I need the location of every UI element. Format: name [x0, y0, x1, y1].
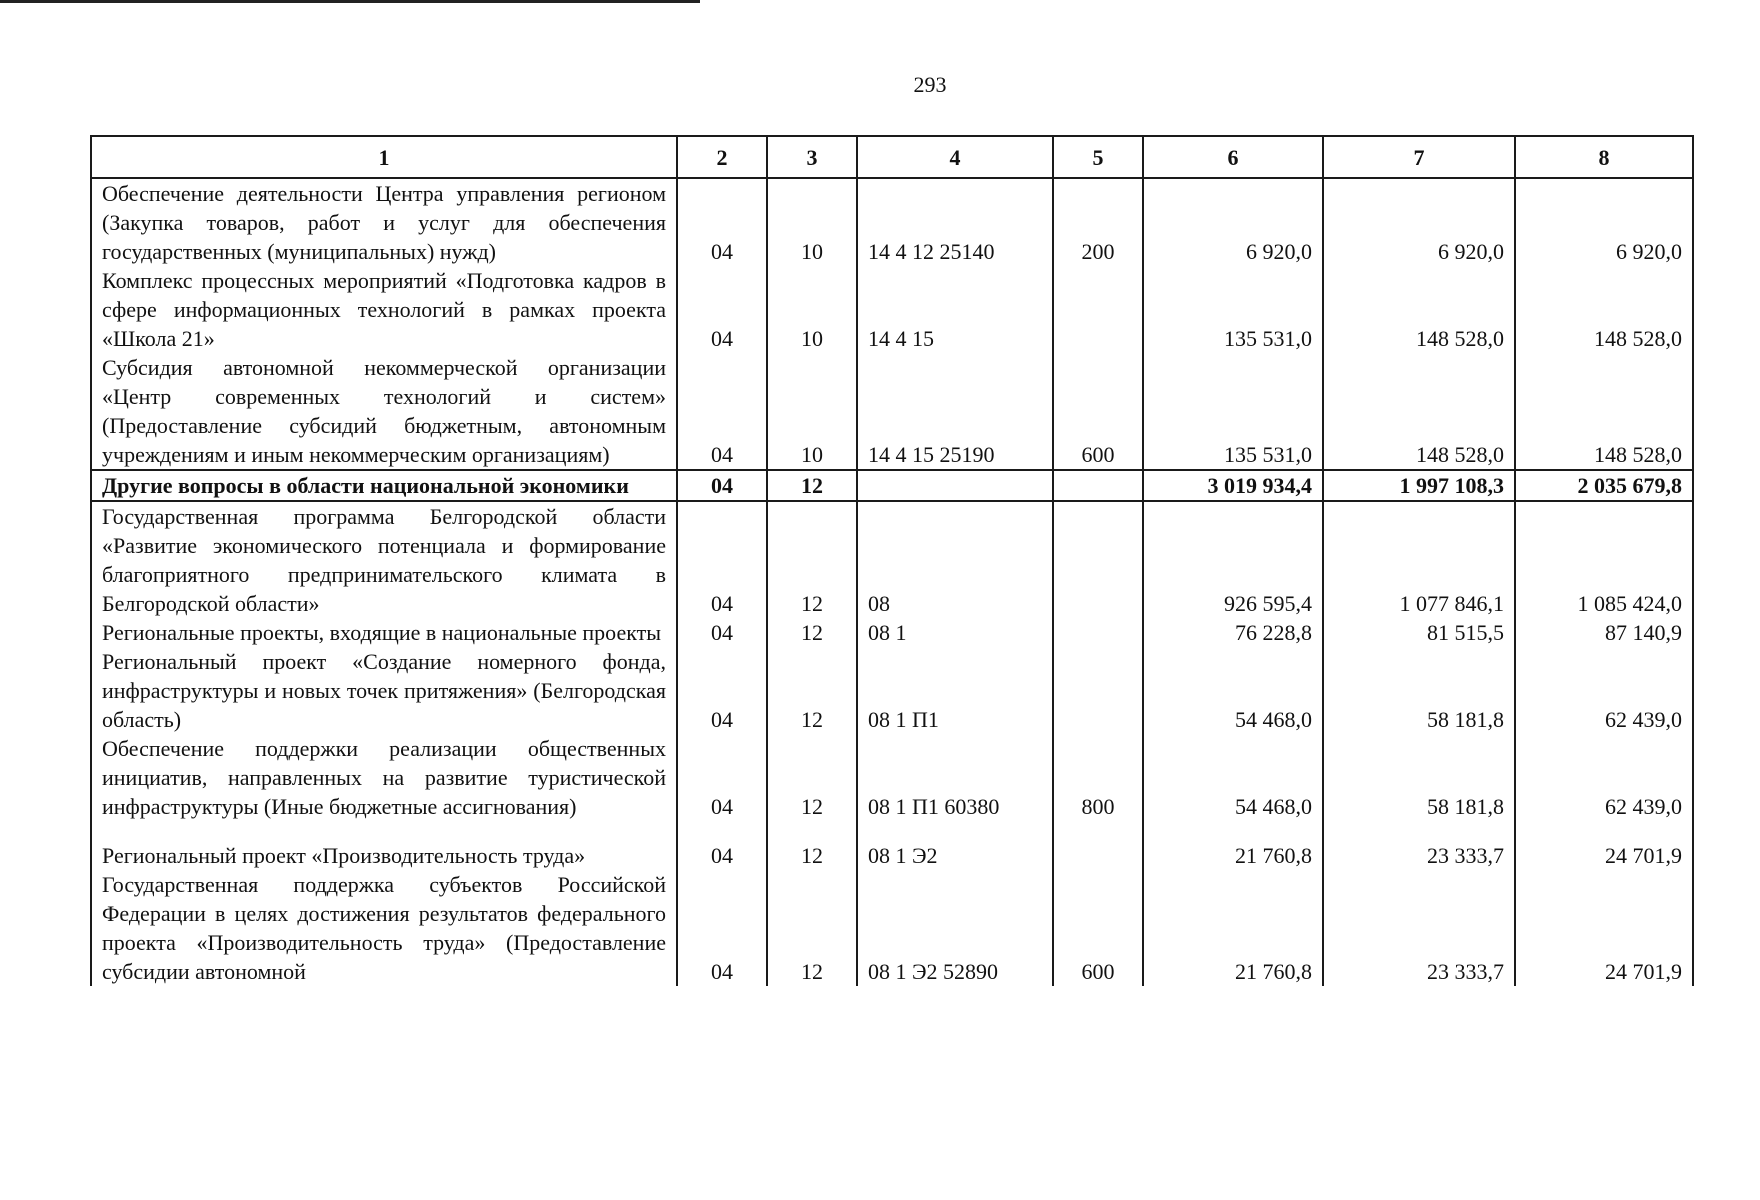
expense-type-code: 600	[1053, 353, 1143, 470]
target-article-code: 08 1	[857, 618, 1053, 647]
amount-col-6: 21 760,8	[1143, 870, 1323, 986]
target-article-code: 08 1 П1 60380	[857, 734, 1053, 821]
expense-type-code: 800	[1053, 734, 1143, 821]
section-code: 04	[677, 266, 767, 353]
row-description: Субсидия автономной некоммерческой организации «Центр современных технологий и систем» (Предоставление субсидий бюджетным, автономным учреждениям и иным некоммерческим организациям)	[91, 353, 677, 470]
target-article-code: 14 4 12 25140	[857, 178, 1053, 266]
amount-col-8: 148 528,0	[1515, 353, 1693, 470]
amount-col-8: 62 439,0	[1515, 647, 1693, 734]
section-code: 04	[677, 618, 767, 647]
subsection-code: 10	[767, 266, 857, 353]
row-description: Другие вопросы в области национальной экономики	[91, 470, 677, 501]
amount-col-7: 6 920,0	[1323, 178, 1515, 266]
amount-col-6: 54 468,0	[1143, 647, 1323, 734]
row-description: Региональный проект «Создание номерного фонда, инфраструктуры и новых точек притяжения» (Белгородская область)	[91, 647, 677, 734]
subsection-code: 12	[767, 470, 857, 501]
amount-col-8: 87 140,9	[1515, 618, 1693, 647]
subsection-code: 12	[767, 647, 857, 734]
amount-col-8: 1 085 424,0	[1515, 501, 1693, 618]
column-header: 5	[1053, 136, 1143, 178]
table-body	[91, 178, 1693, 986]
amount-col-6: 135 531,0	[1143, 266, 1323, 353]
amount-col-8: 24 701,9	[1515, 821, 1693, 870]
row-description: Обеспечение поддержки реализации общественных инициатив, направленных на развитие туристической инфраструктуры (Иные бюджетные ассигнования)	[91, 734, 677, 821]
table-row	[91, 470, 1693, 501]
amount-col-6: 6 920,0	[1143, 178, 1323, 266]
amount-col-6: 926 595,4	[1143, 501, 1323, 618]
section-code: 04	[677, 501, 767, 618]
amount-col-8: 24 701,9	[1515, 870, 1693, 986]
amount-col-7: 58 181,8	[1323, 647, 1515, 734]
target-article-code: 08 1 Э2	[857, 821, 1053, 870]
top-rule	[0, 0, 700, 3]
target-article-code: 08 1 П1	[857, 647, 1053, 734]
table-row	[91, 501, 1693, 618]
subsection-code: 12	[767, 821, 857, 870]
section-code: 04	[677, 647, 767, 734]
section-code: 04	[677, 353, 767, 470]
expense-type-code: 600	[1053, 870, 1143, 986]
column-header: 3	[767, 136, 857, 178]
amount-col-7: 23 333,7	[1323, 870, 1515, 986]
amount-col-6: 21 760,8	[1143, 821, 1323, 870]
amount-col-7: 148 528,0	[1323, 353, 1515, 470]
section-code: 04	[677, 821, 767, 870]
expense-type-code	[1053, 821, 1143, 870]
amount-col-7: 58 181,8	[1323, 734, 1515, 821]
column-header: 1	[91, 136, 677, 178]
table-row	[91, 734, 1693, 821]
target-article-code: 14 4 15	[857, 266, 1053, 353]
amount-col-7: 148 528,0	[1323, 266, 1515, 353]
row-description: Региональные проекты, входящие в национальные проекты	[91, 618, 677, 647]
amount-col-8: 148 528,0	[1515, 266, 1693, 353]
column-header: 4	[857, 136, 1053, 178]
section-code: 04	[677, 870, 767, 986]
section-code: 04	[677, 178, 767, 266]
amount-col-8: 62 439,0	[1515, 734, 1693, 821]
target-article-code: 08	[857, 501, 1053, 618]
subsection-code: 12	[767, 501, 857, 618]
row-description: Региональный проект «Производительность труда»	[91, 821, 677, 870]
page-number: 293	[913, 72, 947, 97]
table-row	[91, 821, 1693, 870]
table-row	[91, 266, 1693, 353]
column-header: 7	[1323, 136, 1515, 178]
amount-col-6: 3 019 934,4	[1143, 470, 1323, 501]
target-article-code	[857, 470, 1053, 501]
expense-type-code	[1053, 501, 1143, 618]
subsection-code: 12	[767, 618, 857, 647]
budget-table	[90, 135, 1694, 986]
amount-col-6: 54 468,0	[1143, 734, 1323, 821]
amount-col-7: 81 515,5	[1323, 618, 1515, 647]
target-article-code: 14 4 15 25190	[857, 353, 1053, 470]
row-description: Государственная программа Белгородской области «Развитие экономического потенциала и формирование благоприятного предпринимательского климата в Белгородской области»	[91, 501, 677, 618]
subsection-code: 10	[767, 178, 857, 266]
expense-type-code	[1053, 618, 1143, 647]
subsection-code: 10	[767, 353, 857, 470]
table-row	[91, 647, 1693, 734]
row-description: Государственная поддержка субъектов Российской Федерации в целях достижения результатов федерального проекта «Производительность труда» (Предоставление субсидии автономной	[91, 870, 677, 986]
row-description: Комплекс процессных мероприятий «Подготовка кадров в сфере информационных технологий в рамках проекта «Школа 21»	[91, 266, 677, 353]
amount-col-8: 6 920,0	[1515, 178, 1693, 266]
expense-type-code: 200	[1053, 178, 1143, 266]
amount-col-8: 2 035 679,8	[1515, 470, 1693, 501]
subsection-code: 12	[767, 734, 857, 821]
table-row	[91, 178, 1693, 266]
expense-type-code	[1053, 470, 1143, 501]
subsection-code: 12	[767, 870, 857, 986]
expense-type-code	[1053, 266, 1143, 353]
column-header: 2	[677, 136, 767, 178]
table-row	[91, 870, 1693, 986]
expense-type-code	[1053, 647, 1143, 734]
amount-col-7: 1 077 846,1	[1323, 501, 1515, 618]
row-description: Обеспечение деятельности Центра управления регионом (Закупка товаров, работ и услуг для обеспечения государственных (муниципальных) нужд)	[91, 178, 677, 266]
target-article-code: 08 1 Э2 52890	[857, 870, 1053, 986]
amount-col-6: 76 228,8	[1143, 618, 1323, 647]
table-row	[91, 353, 1693, 470]
header-row	[91, 136, 1693, 178]
table-row	[91, 618, 1693, 647]
column-header: 8	[1515, 136, 1693, 178]
section-code: 04	[677, 734, 767, 821]
amount-col-7: 1 997 108,3	[1323, 470, 1515, 501]
column-header: 6	[1143, 136, 1323, 178]
amount-col-6: 135 531,0	[1143, 353, 1323, 470]
section-code: 04	[677, 470, 767, 501]
amount-col-7: 23 333,7	[1323, 821, 1515, 870]
